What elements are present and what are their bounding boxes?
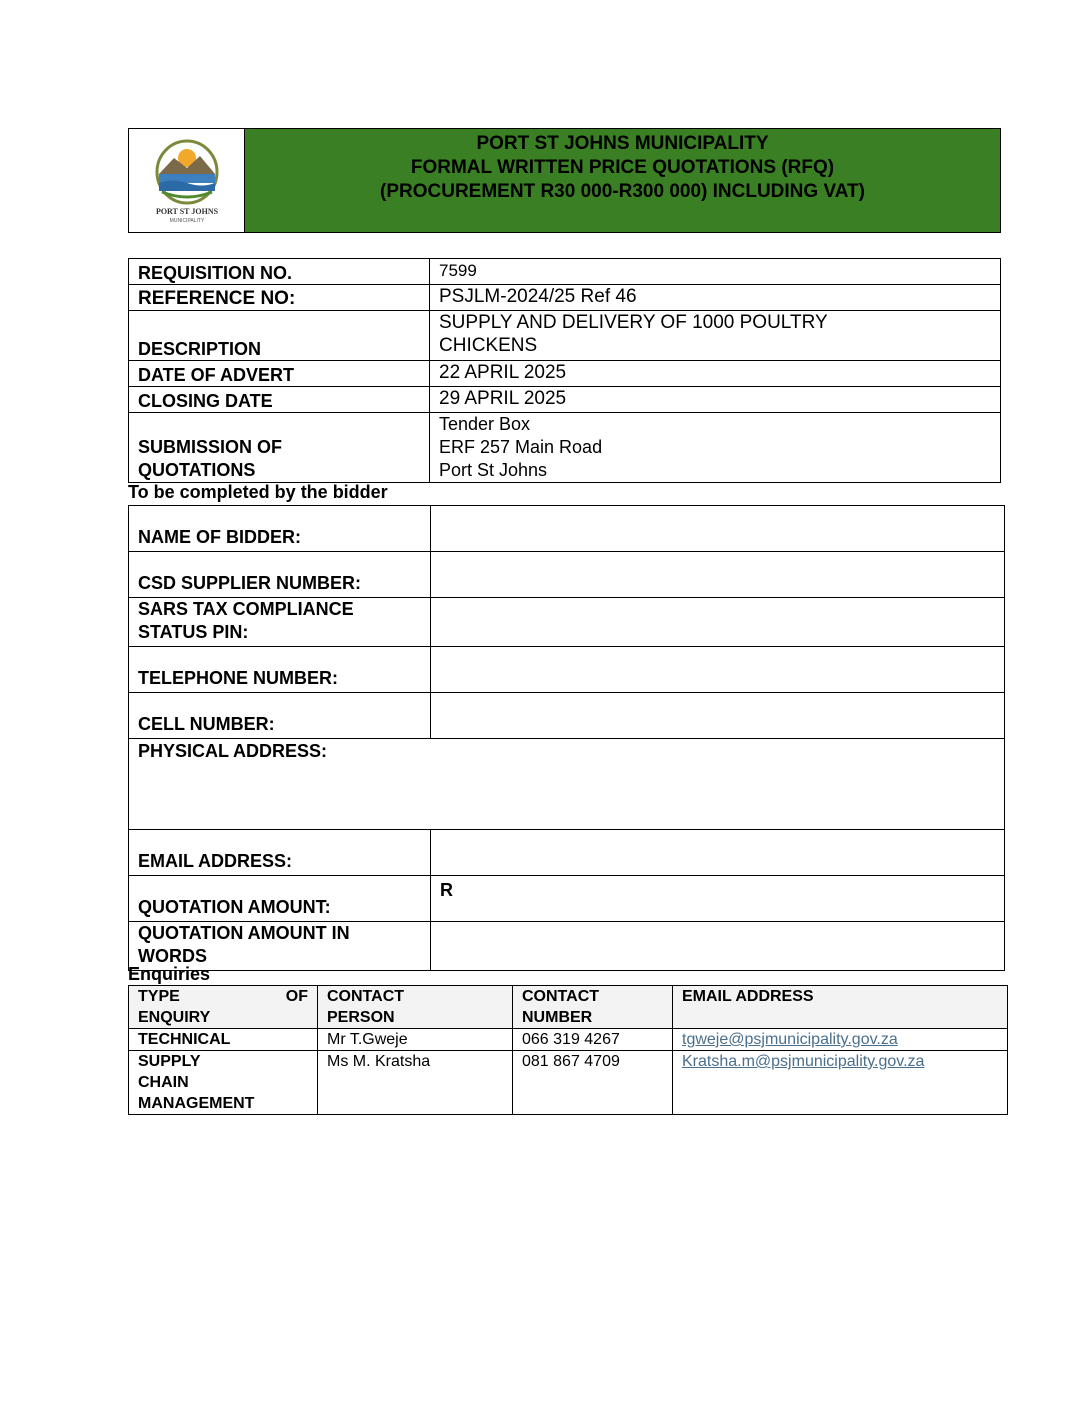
- header-contact-number: [513, 986, 673, 1029]
- sars-pin-label-line-2: STATUS PIN:: [138, 622, 249, 642]
- physical-address-field[interactable]: [129, 739, 1005, 830]
- amount-words-field[interactable]: [431, 922, 1005, 971]
- email-field[interactable]: [431, 830, 1005, 876]
- amount-words-label-line-1: QUOTATION AMOUNT IN: [138, 923, 350, 943]
- cell-number-label: CELL NUMBER:: [129, 693, 431, 739]
- submission-line-1: Tender Box: [439, 414, 531, 434]
- header-type-of-enquiry: [129, 986, 318, 1029]
- submission-line-2: ERF 257 Main Road: [439, 437, 603, 457]
- closing-date-label: CLOSING DATE: [129, 387, 430, 413]
- submission-line-3: Port St Johns: [439, 460, 548, 480]
- advert-date-label: DATE OF ADVERT: [129, 361, 430, 387]
- bidder-name-label: NAME OF BIDDER:: [129, 506, 431, 552]
- enquiry-type-line-2: CHAIN: [138, 1074, 189, 1091]
- municipality-logo: [129, 129, 245, 232]
- submission-label: [129, 413, 430, 483]
- physical-address-label: PHYSICAL ADDRESS:: [138, 741, 328, 761]
- requisition-value: 7599: [430, 259, 1001, 285]
- crest-icon: [142, 136, 232, 226]
- email-label: EMAIL ADDRESS:: [129, 830, 431, 876]
- sars-pin-label: [129, 598, 431, 647]
- logo-subtext: MUNICIPALITY: [169, 217, 204, 224]
- cell-number-field[interactable]: [431, 693, 1005, 739]
- header-contact-person: [318, 986, 513, 1029]
- contact-number: 081 867 4709: [513, 1051, 673, 1115]
- bidder-details-table: [128, 505, 1005, 971]
- reference-value: PSJLM-2024/25 Ref 46: [430, 285, 1001, 311]
- description-label: DESCRIPTION: [129, 311, 430, 361]
- title-line-1: PORT ST JOHNS MUNICIPALITY: [476, 133, 769, 154]
- contact-email-link[interactable]: Kratsha.m@psjmunicipality.gov.za: [682, 1053, 925, 1070]
- enquiries-caption: Enquiries: [128, 964, 211, 984]
- telephone-label: TELEPHONE NUMBER:: [129, 647, 431, 693]
- submission-label-line-2: QUOTATIONS: [138, 460, 256, 480]
- advert-date-value: 22 APRIL 2025: [430, 361, 1001, 387]
- closing-date-value: 29 APRIL 2025: [430, 387, 1001, 413]
- contact-email-cell: [673, 1029, 1008, 1051]
- reference-label: REFERENCE NO:: [129, 285, 430, 311]
- submission-label-line-1: SUBMISSION OF: [138, 437, 283, 457]
- contact-person: Mr T.Gweje: [318, 1029, 513, 1051]
- contact-number: 066 319 4267: [513, 1029, 673, 1051]
- amount-words-label-line-2: WORDS: [138, 946, 207, 966]
- description-line-2: CHICKENS: [439, 335, 538, 356]
- sars-pin-label-line-1: SARS TAX COMPLIANCE: [138, 599, 354, 619]
- title-line-3: (PROCUREMENT R30 000-R300 000) INCLUDING VAT): [380, 181, 865, 202]
- requisition-details-table: [128, 258, 1001, 483]
- sars-pin-field[interactable]: [431, 598, 1005, 647]
- header-contact-person-line-1: CONTACT: [327, 988, 405, 1005]
- header-contact-number-line-2: NUMBER: [522, 1009, 593, 1026]
- enquiry-type-line-3: MANAGEMENT: [138, 1095, 255, 1112]
- header-enquiry-word: ENQUIRY: [138, 1009, 211, 1026]
- enquiry-type: TECHNICAL: [129, 1029, 318, 1051]
- table-row: [129, 1051, 1008, 1115]
- enquiry-type: [129, 1051, 318, 1115]
- description-value: [430, 311, 1001, 361]
- description-line-1: SUPPLY AND DELIVERY OF 1000 POULTRY: [439, 312, 828, 333]
- header-contact-person-line-2: PERSON: [327, 1009, 395, 1026]
- bidder-name-field[interactable]: [431, 506, 1005, 552]
- title-line-2: FORMAL WRITTEN PRICE QUOTATIONS (RFQ): [410, 157, 835, 178]
- quotation-amount-label: QUOTATION AMOUNT:: [129, 876, 431, 922]
- contact-person: Ms M. Kratsha: [318, 1051, 513, 1115]
- requisition-label: REQUISITION NO.: [129, 259, 430, 285]
- enquiry-type-line-1: SUPPLY: [138, 1053, 201, 1070]
- document-header: [128, 128, 1001, 233]
- header-of-word: OF: [285, 988, 308, 1005]
- telephone-field[interactable]: [431, 647, 1005, 693]
- header-email-address: EMAIL ADDRESS: [673, 986, 1008, 1029]
- quotation-amount-field[interactable]: [431, 876, 1005, 922]
- logo-text: PORT ST JOHNS: [155, 206, 218, 216]
- csd-number-field[interactable]: [431, 552, 1005, 598]
- title-banner: [245, 129, 1000, 232]
- contact-email-link[interactable]: tgweje@psjmunicipality.gov.za: [682, 1031, 898, 1048]
- csd-number-label: CSD SUPPLIER NUMBER:: [129, 552, 431, 598]
- submission-value: [430, 413, 1001, 483]
- header-type-word: TYPE: [138, 988, 180, 1005]
- header-contact-number-line-1: CONTACT: [522, 988, 600, 1005]
- enquiries-table: [128, 985, 1008, 1115]
- table-row: [129, 1029, 1008, 1051]
- bidder-section-caption: To be completed by the bidder: [128, 482, 388, 502]
- currency-prefix: R: [440, 880, 453, 900]
- contact-email-cell: [673, 1051, 1008, 1115]
